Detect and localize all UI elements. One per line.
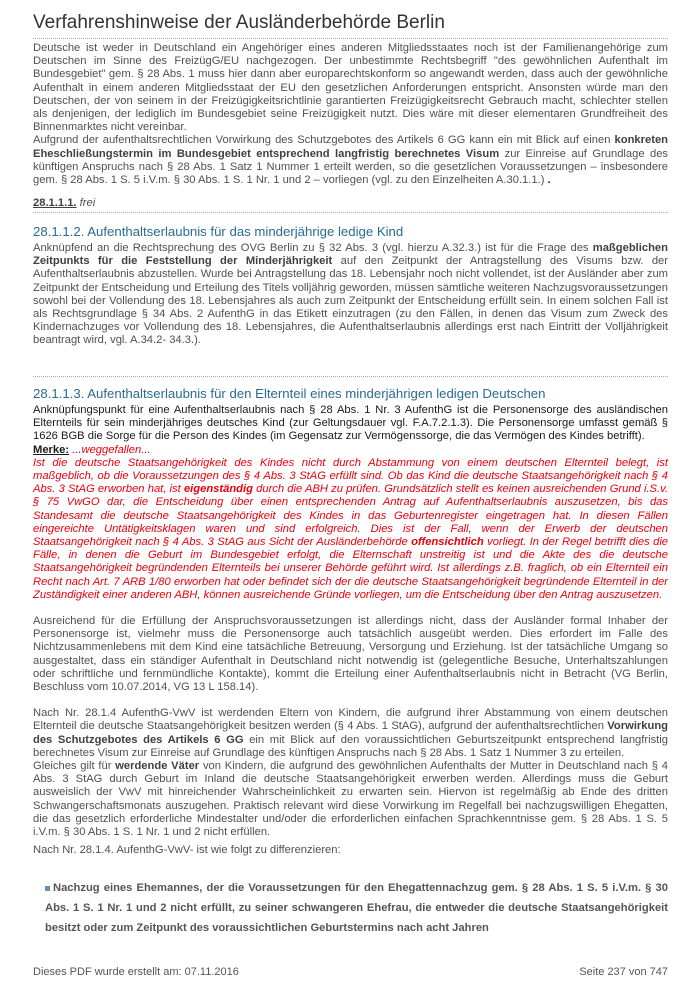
sec3-paragraph-1: Anknüpfungspunkt für eine Aufenthaltserlaubnis nach § 28 Abs. 1 Nr. 3 AufenthG ist die Personensorge des ausländischen Elternteils für sein minderjähriges deutsches Kind (zur Geltungsdauer vgl. F.A.7.2.1.3). Die Personensorge umfasst gemäß § 1626 BGB die Sorge für die Person des Kindes (im Gegensatz zur Vermögenssorge, die das Vermögen des Kindes betrifft).: [33, 404, 668, 443]
sec3-p3-text-a: Nach Nr. 28.1.4 AufenthG-VwV ist werdenden Eltern von Kindern, die aufgrund ihrer Abstammung von einem deutschen Elternteil die deutsche Staatsangehörigkeit besitzen werden (§ 4 Abs. 1 StAG), aufgrund der aufenthaltsrechtlichen: [33, 707, 668, 733]
red-text-a: Ist die deutsche Staatsangehörigkeit des Kindes nicht durch Abstammung von einem deutschen Elternteil belegt, ist maßgeblich, ob die Voraussetzungen des § 4 Abs. 3 StAG erfüllt sind. Ob das Kind die deutsche Staatsangehörigkeit nach § 4 Abs. 3 StAG erworben hat, ist: [33, 456, 668, 496]
merke-note: ...weggefallen...: [69, 443, 151, 456]
sec2-text-a: Anknüpfend an die Rechtsprechung des OVG Berlin zu § 32 Abs. 3 (vgl. hierzu A.32.3.) ist für die Frage des: [33, 242, 589, 254]
sec3-p3-text-c: ein mit Blick auf den voraussichtlichen Geburtszeitpunkt entsprechend langfristig berechnetes Visum zur Einreise auf Grundlage des künftigen Anspruchs nach § 28 Abs. 1 Satz 1 Nummer 3 zu erteilen.: [33, 733, 669, 759]
sec2-text-c: auf den Zeitpunkt der Antragstellung des Visums bzw. der Aufenthaltserlaubnis abzustellen. Wurde bei Antragstellung das 18. Lebensjahr noch nicht vollendet, ist der Ausländer aber zum Zeitpunkt der Entscheidung und Erteilung des Titels volljährig geworden, müssen sämtliche weiteren Nachzugsvoraussetzungen sowohl bei der Vollendung des 18. Lebensjahres als auch zum Zeitpunkt der Entscheidung erfüllt sein. In einem solchen Fall ist als Rechtsgrundlage § 34 Abs. 2 AufenthG in das Etikett einzutragen (zu den Fällen, in denen das Visum zum Zweck des Kindernachzuges vor Vollendung des 18. Lebensjahres, die Aufenthaltserlaubnis allerdings erst nach Eintritt der Volljährigkeit beantragt wird, vgl. A.34.2- 34.3.).: [33, 255, 669, 347]
section-title-28-1-1-3: 28.1.1.3. Aufenthaltserlaubnis für den Elternteil eines minderjährigen ledigen Deutschen: [33, 386, 546, 401]
red-text-e: vorliegt. In der Regel betrifft dies die Fälle, in denen die Geburt im Bundesgebiet erfolgt, die Elternschaft unstreitig ist und die Akte des die deutsche Staatsangehörigkeit begründenden Elternteils bei unserer Behörde geführt wird. Ist allerdings z.B. fraglich, ob ein Elternteil ein Recht nach Art. 7 ARB 1/80 erworben hat oder befindet sich der die deutsche Staatsangehörigkeit begründende Elternteil in der Zuständigkeit einer anderen ABH, können ausreichende Gründe vorliegen, um die Entscheidung über den Antrag auszusetzen.: [33, 536, 669, 601]
bullet-item: [45, 878, 668, 938]
sec3-paragraph-5: Nach Nr. 28.1.4. AufenthG-VwV- ist wie folgt zu differenzieren:: [33, 844, 341, 857]
sec3-p4-bold: werdende Väter: [115, 760, 200, 773]
red-text-c: durch die ABH zu prüfen. Grundsätzlich stellt es keinen ausreichenden Grund i.S.v. § 75 VwGO dar, die Entscheidung über einen entsprechenden Antrag auf Aufenthaltserlaubnis auszusetzen, bis das Standesamt die deutsche Staatsangehörigkeit des Kindes in das Geburtenregister eingetragen hat. In diesen Fällen eingereichte Untätigkeitsklagen waren und sind erfolgreich. Dies ist der Fall, wenn der Erwerb der deutschen Staatsangehörigkeit nach § 4 Abs. 3 StAG aus Sicht der Ausländerbehörde: [33, 483, 669, 549]
frei-text: frei: [79, 197, 96, 209]
section-28-1-1-2-body: [33, 242, 668, 348]
intro-paragraph-2: [33, 134, 668, 187]
sec2-paragraph: [33, 242, 668, 348]
page-footer: [33, 966, 668, 978]
section-title-28-1-1-2: 28.1.1.2. Aufenthaltserlaubnis für das minderjährige ledige Kind: [33, 224, 404, 239]
sec3-p3-bold: Vorwirkung des Schutzgebotes des Artikels 6 GG: [33, 720, 669, 746]
intro-p2-end: .: [547, 174, 551, 187]
sec3-paragraph-2: Ausreichend für die Erfüllung der Anspruchsvoraussetzungen ist allerdings nicht, dass der Ausländer formal Inhaber der Personensorge ist, vielmehr muss die Personensorge auch tatsächlich ausgeübt werden. Dies erfordert im Falle des Nichtzusammenlebens mit dem Kind eine tatsächliche Betreuung, Versorgung und Erziehung. Ist der tatsächliche Umgang so ausgestaltet, dass ein ständiger Aufenthalt in Deutschland nicht notwendig ist (gelegentliche Besuche, Unterhaltszahlungen oder schriftliche und fernmündliche Kontakte), kommt die Erteilung einer Aufenthaltserlaubnis nicht in Betracht (VG Berlin, Beschluss vom 10.07.2014, VG 13 L 158.14).: [33, 615, 668, 694]
section-28-1-1-3-body: [33, 404, 668, 858]
red-bold-eigenstaendig: eigenständig: [183, 483, 253, 496]
bullet-text: Nachzug eines Ehemannes, der die Voraussetzungen für den Ehegattennachzug gem. § 28 Abs. 1 S. 5 i.V.m. § 30 Abs. 1 S. 1 Nr. 1 und 2 nicht erfüllt, zu seiner schwangeren Ehefrau, die entweder die deutsche Staatsangehörigkeit besitzt oder zum Zeitpunkt des voraussichtlichen Geburtstermins nach acht Jahren: [45, 882, 668, 934]
section-divider: [33, 212, 668, 213]
footer-created-date: Dieses PDF wurde erstellt am: 07.11.2016: [33, 966, 239, 978]
red-bold-offensichtlich: offensichtlich: [411, 536, 484, 549]
merke-line: [33, 444, 668, 457]
section-divider: [33, 376, 668, 377]
sec3-p4-text-a: Gleiches gilt für: [33, 760, 112, 773]
merke-label: Merke:: [33, 443, 70, 456]
intro-p2-bold: konkreten Eheschließungstermin im Bundesgebiet entsprechend langfristig berechnetes Visum: [33, 134, 668, 160]
intro-p2-text-c: zur Einreise auf Grundlage des künftigen Anspruchs nach § 28 Abs. 1 Satz 1 Nummer 1 erteilt werden, so die gesetzlichen Voraussetzungen – insbesondere gem. § 28 Abs. 1 S. 5 i.V.m. § 30 Abs. 1 S. 1 Nr. 1 und 2 – vorliegen (vgl. zu den Einzelheiten A.30.1.1.): [33, 147, 669, 187]
footer-page-number: Seite 237 von 747: [579, 966, 668, 978]
frei-line: [33, 197, 668, 210]
intro-section: [33, 42, 668, 187]
sec3-paragraph-3: [33, 707, 668, 760]
intro-p2-text-a: Aufgrund der aufenthaltsrechtlichen Vorwirkung des Schutzgebotes des Artikels 6 GG kann ein mit Blick auf einen: [33, 134, 611, 147]
red-note-paragraph: [33, 457, 668, 602]
sec2-bold: maßgeblichen Zeitpunkts für die Feststellung der Minderjährigkeit: [33, 242, 668, 268]
intro-paragraph-1: Deutsche ist weder in Deutschland ein Angehöriger eines anderen Mitgliedsstaates noch ist der Familienangehörige zum Deutschen im Sinne des FreizügG/EU nachgezogen. Der unbestimmte Rechtsbegriff "des gewöhnlichen Aufenthalt im Bundesgebiet" gem. § 28 Abs. 1 muss hier dann aber europarechtskonform so angewandt werden, dass auch der gewöhnliche Aufenthalt in einem anderen Mitgliedsstaat der EU den gesetzlichen Anforderungen entspricht. Ansonsten würde man den Deutschen, der von seinem in der Freizügigkeitsrichtlinie garantierten Freizügigkeitsrecht Gebrauch macht, schlechter stellen als denjenigen, der lediglich im Bundesgebiet seine Freizügigkeit nutzt. Dies wäre mit dieser elementaren Grundfreiheit des Binnenmarktes nicht vereinbar.: [33, 42, 668, 134]
page-title: Verfahrenshinweise der Ausländerbehörde Berlin: [33, 12, 668, 39]
sec3-paragraph-4: [33, 760, 668, 839]
frei-label: 28.1.1.1.: [33, 197, 77, 209]
sec3-p4-text-c: von Kindern, die aufgrund des gewöhnlichen Aufenthalts der Mutter in Deutschland nach § 4 Abs. 3 StAG durch Geburt im Inland die deutsche Staatsangehörigkeit erwerben werden. Allerdings muss die Geburt ausweislich der VwV mit hinreichender Wahrscheinlichkeit zu erwarten sein. Hiervon ist regelmäßig ab Ende des dritten Schwangerschaftsmonats auszugehen. Praktisch relevant wird diese Vorwirkung im Regelfall bei nachzugswilligen Ehegatten, die das gesetzlich erforderliche Mindestalter und/oder die erforderlichen einfachen Sprachkenntnisse gem. § 28 Abs. 1 S. 5 i.V.m. § 30 Abs. 1 S. 1 Nr. 1 und 2 nicht erfüllen.: [33, 760, 668, 839]
bullet-marker-icon: [45, 886, 50, 891]
